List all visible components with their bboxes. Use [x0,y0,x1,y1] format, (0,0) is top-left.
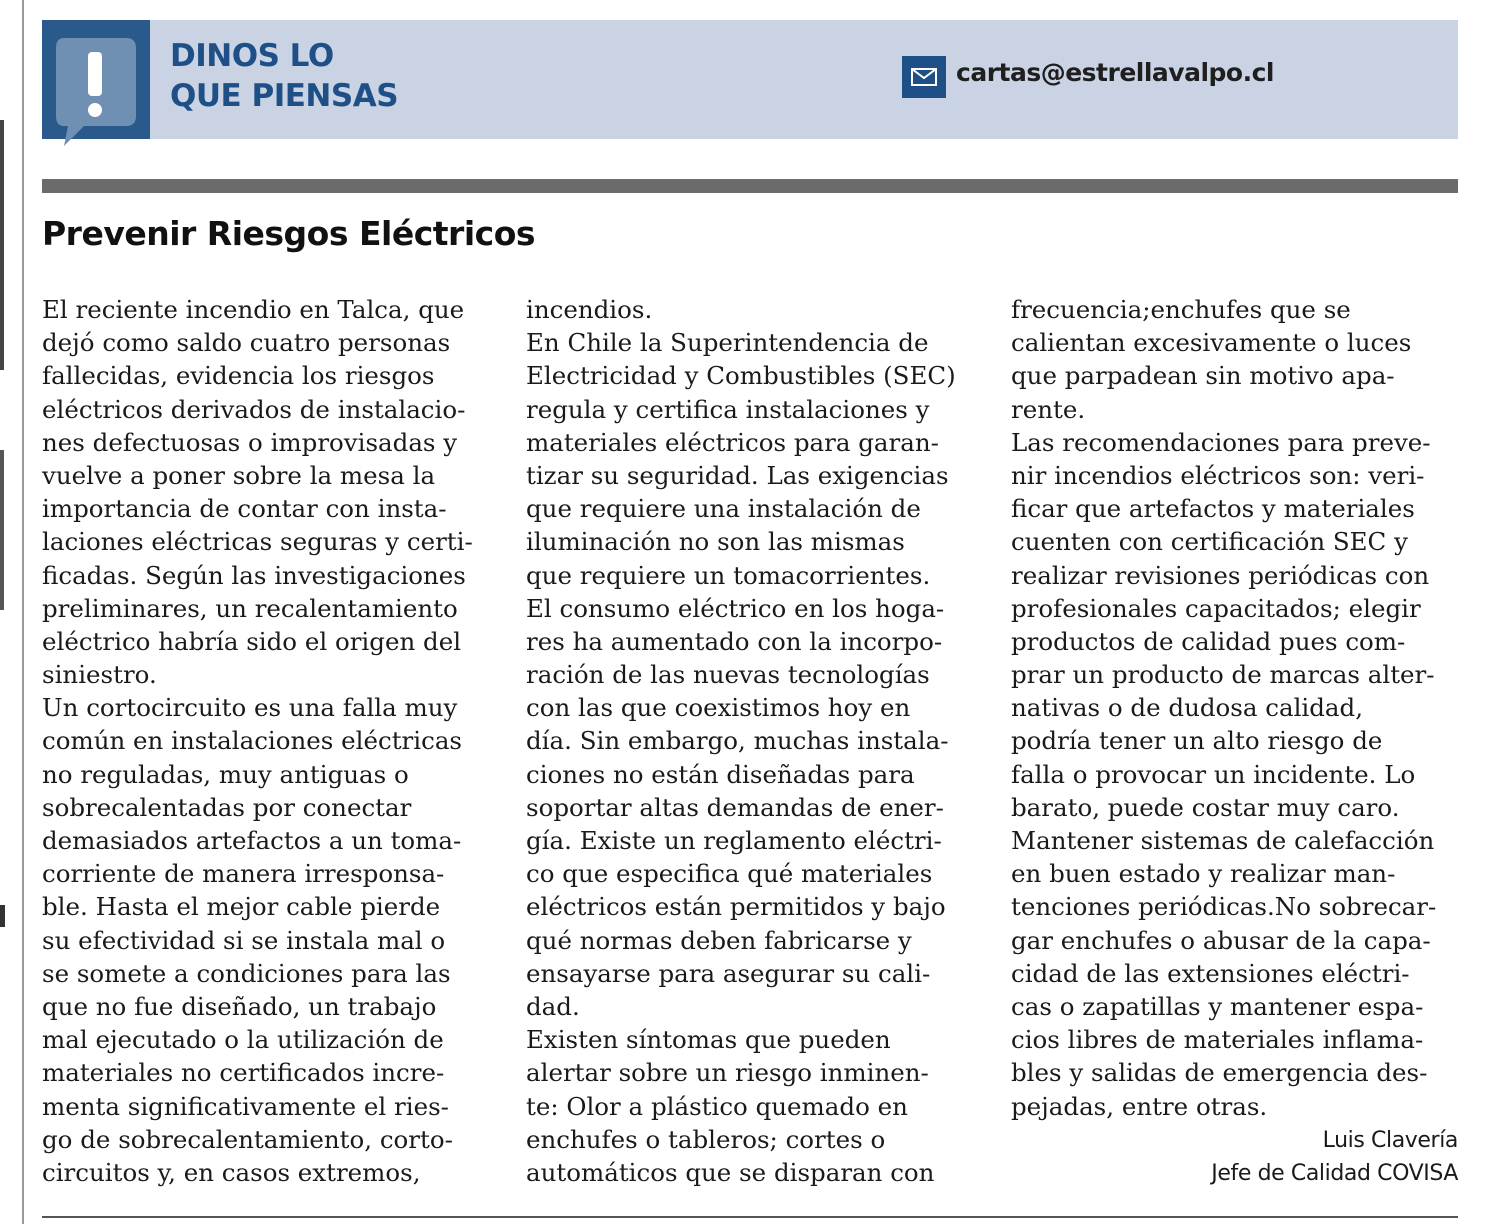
article-line: sobrecalentadas por conectar [42,792,412,822]
contact-email[interactable]: cartas@estrellavalpo.cl [956,58,1274,87]
article-line: pejadas, entre otras. [1011,1091,1268,1121]
article-line: circuitos y, en casos extremos, [42,1157,421,1187]
article-line: regula y certifica instalaciones y [526,394,930,424]
article-line: go de sobrecalentamiento, corto- [42,1124,453,1154]
article-line: automáticos que se disparan con [526,1157,935,1187]
article-column-2 [526,293,956,1189]
author-title: Jefe de Calidad COVISA [1211,1161,1458,1186]
article-line: laciones eléctricas seguras y certi- [42,527,473,557]
page-edge-mark [0,905,5,927]
page-edge-line [22,0,24,1224]
article-line: materiales no certificados incre- [42,1058,445,1088]
article-line: ficadas. Según las investigaciones [42,560,466,590]
article-line: Un cortocircuito es una falla muy [42,693,458,723]
article-line: que no fue diseñado, un trabajo [42,991,437,1021]
article-line: gía. Existe un reglamento eléctri- [526,826,942,855]
article-column-1 [42,293,473,1189]
banner-title [170,36,398,116]
article-line: tenciones periódicas.No sobrecar- [1011,892,1437,922]
article-line: En Chile la Superintendencia de [526,328,929,358]
article-line: día. Sin embargo, muchas instala- [526,726,949,756]
letter-signature [1211,1124,1458,1190]
article-line: que parpadean sin motivo apa- [1011,361,1395,391]
article-line: incendios. [526,295,653,324]
article-line: tizar su seguridad. Las exigencias [526,460,949,490]
article-line: frecuencia;enchufes que se [1011,295,1351,324]
article-line: mal ejecutado o la utilización de [42,1025,444,1055]
article-line: corriente de manera irresponsa- [42,859,445,889]
article-line: ensayarse para asegurar su cali- [526,958,931,988]
article-line: calientan excesivamente o luces [1011,328,1412,358]
article-line: soportar altas demandas de ener- [526,792,944,822]
article-line: su efectividad si se instala mal o [42,925,446,955]
article-line: se somete a condiciones para las [42,958,451,988]
article-line: alertar sobre un riesgo inminen- [526,1058,929,1088]
article-line: en buen estado y realizar man- [1011,859,1396,889]
article-line: no reguladas, muy antiguas o [42,759,409,789]
article-column-3 [1011,293,1436,1123]
article-line: Las recomendaciones para preve- [1011,427,1431,457]
author-name: Luis Clavería [1322,1128,1458,1153]
bottom-rule [42,1216,1458,1218]
article-line: materiales eléctricos para garan- [526,427,939,457]
article-line: menta significativamente el ries- [42,1091,449,1121]
article-line: res ha aumentado con la incorpo- [526,626,943,656]
exclamation-speech-bubble-icon [56,38,136,148]
page-edge-mark [0,450,4,610]
article-line: te: Olor a plástico quemado en [526,1091,908,1121]
article-line: gar enchufes o abusar de la capa- [1011,925,1431,955]
article-line: ble. Hasta el mejor cable pierde [42,892,441,922]
banner-icon-box [42,20,150,139]
article-line: El consumo eléctrico en los hoga- [526,593,945,623]
article-line: Electricidad y Combustibles (SEC) [526,361,956,391]
article-line: Mantener sistemas de calefacción [1011,826,1435,855]
article-line: ciones no están diseñadas para [526,759,915,789]
article-line: siniestro. [42,660,157,690]
article-line: prar un producto de marcas alter- [1011,660,1435,690]
article-line: nes defectuosas o improvisadas y [42,427,458,457]
article-line: que requiere un tomacorrientes. [526,560,931,590]
article-line: qué normas deben fabricarse y [526,925,912,955]
letters-banner [42,20,1458,139]
article-line: cidad de las extensiones eléctri- [1011,958,1410,988]
article-line: preliminares, un recalentamiento [42,593,458,623]
article-line: iluminación no son las mismas [526,527,905,557]
article-line: que requiere una instalación de [526,494,921,524]
article-line: Existen síntomas que pueden [526,1025,891,1055]
article-line: fallecidas, evidencia los riesgos [42,361,435,391]
article-line: podría tener un alto riesgo de [1011,726,1383,756]
article-line: ración de las nuevas tecnologías [526,660,930,690]
article-line: ficar que artefactos y materiales [1011,494,1415,524]
article-line: vuelve a poner sobre la mesa la [42,460,436,490]
article-line: eléctrico habría sido el origen del [42,626,462,656]
article-line: enchufes o tableros; cortes o [526,1124,886,1154]
article-line: productos de calidad pues com- [1011,626,1406,656]
envelope-icon [902,56,946,98]
article-line: eléctricos derivados de instalacio- [42,394,466,424]
article-line: rente. [1011,394,1086,424]
article-line: con las que coexistimos hoy en [526,693,911,723]
article-line: profesionales capacitados; elegir [1011,593,1421,623]
article-line: dad. [526,991,580,1021]
article-line: cios libres de materiales inflama- [1011,1025,1424,1055]
article-line: demasiados artefactos a un toma- [42,826,462,855]
article-line: nativas o de dudosa calidad, [1011,693,1364,723]
article-line: eléctricos están permitidos y bajo [526,892,946,922]
article-line: dejó como saldo cuatro personas [42,328,451,358]
article-line: importancia de contar con insta- [42,494,447,524]
page-edge-mark [0,120,4,370]
article-line: El reciente incendio en Talca, que [42,295,465,324]
article-line: común en instalaciones eléctricas [42,726,462,756]
article-line: bles y salidas de emergencia des- [1011,1058,1428,1088]
article-line: falla o provocar un incidente. Lo [1011,759,1416,789]
article-line: nir incendios eléctricos son: veri- [1011,460,1425,490]
section-separator [42,179,1458,193]
article-line: cuenten con certificación SEC y [1011,527,1408,557]
article-line: co que especifica qué materiales [526,859,933,889]
article-line: cas o zapatillas y mantener espa- [1011,991,1424,1021]
article-line: realizar revisiones periódicas con [1011,560,1430,590]
article-line: barato, puede costar muy caro. [1011,792,1400,822]
article-headline: Prevenir Riesgos Eléctricos [42,214,536,253]
banner-title-line2: QUE PIENSAS [170,78,399,114]
banner-title-line1: DINOS LO [170,38,334,74]
